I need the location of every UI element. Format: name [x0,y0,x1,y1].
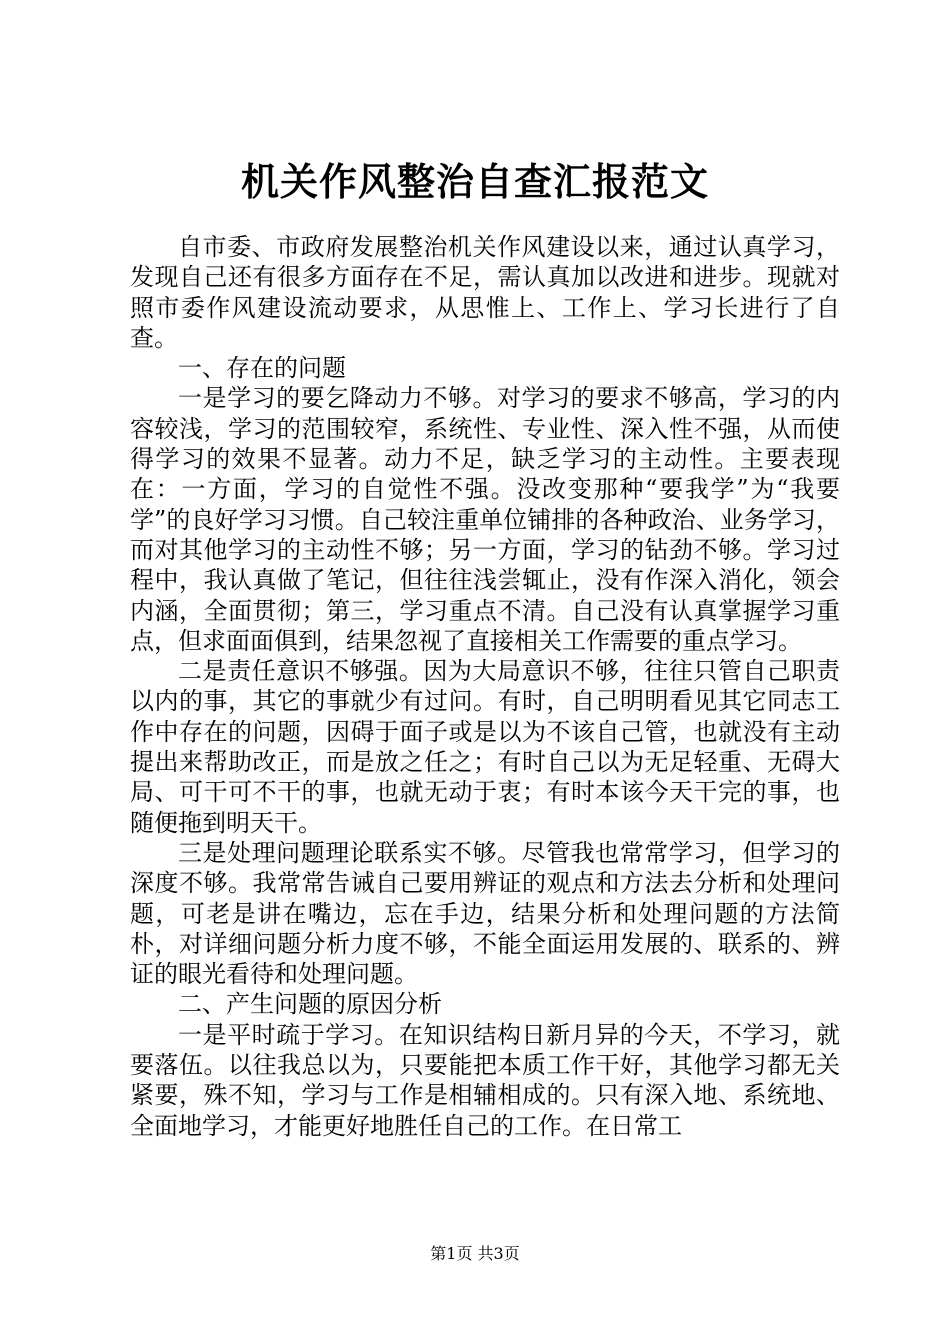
paragraph-problem-3: 三是处理问题理论联系实不够。尽管我也常常学习，但学习的深度不够。我常常告诫自己要用辨证的观点和方法去分析和处理问题，可老是讲在嘴边，忘在手边，结果分析和处理问题的方法简朴，对详细问题分析力度不够，不能全面运用发展的、联系的、辨证的眼光看待和处理问题。 [130,838,840,989]
paragraph-cause-1: 一是平时疏于学习。在知识结构日新月异的今天，不学习，就要落伍。以往我总以为，只要能把本质工作干好，其他学习都无关紧要，殊不知，学习与工作是相辅相成的。只有深入地、系统地、全面地学习，才能更好地胜任自己的工作。在日常工 [130,1020,840,1140]
document-body [130,232,840,1141]
page-footer: 第1页 共3页 [430,1244,520,1263]
section-heading-causes: 二、产生问题的原因分析 [178,990,442,1019]
document-title: 机关作风整治自查汇报范文 [240,159,709,204]
section-heading-problems: 一、存在的问题 [178,354,346,383]
paragraph-problem-2: 二是责任意识不够强。因为大局意识不够，往往只管自己职责以内的事，其它的事就少有过问。有时，自己明明看见其它同志工作中存在的问题，因碍于面子或是以为不该自己管，也就没有主动提出来帮助改正，而是放之任之；有时自己以为无足轻重、无碍大局、可干可不干的事，也就无动于衷；有时本该今天干完的事，也随便拖到明天干。 [130,657,840,837]
paragraph-intro: 自市委、市政府发展整治机关作风建设以来，通过认真学习，发现自己还有很多方面存在不足，需认真加以改进和进步。现就对照市委作风建设流动要求，从思惟上、工作上、学习长进行了自查。 [130,233,840,352]
paragraph-problem-1: 一是学习的要乞降动力不够。对学习的要求不够高，学习的内容较浅，学习的范围较窄，系统性、专业性、深入性不强，从而使得学习的效果不显著。动力不足，缺乏学习的主动性。主要表现在：一方面，学习的自觉性不强。没改变那种“要我学”为“我要学”的良好学习习惯。自己较注重单位铺排的各种政治、业务学习，而对其他学习的主动性不够；另一方面，学习的钻劲不够。学习过程中，我认真做了笔记，但往往浅尝辄止，没有作深入消化，领会内涵，全面贯彻；第三，学习重点不清。自己没有认真掌握学习重点，但求面面俱到，结果忽视了直接相关工作需要的重点学习。 [130,384,840,655]
